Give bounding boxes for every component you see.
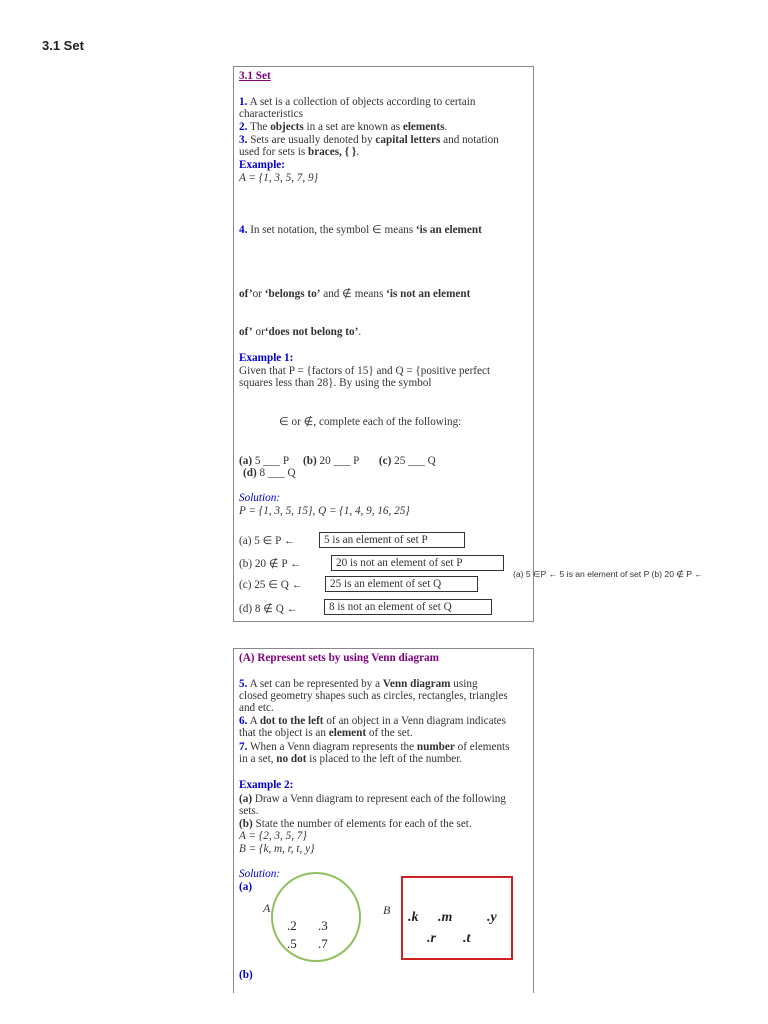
solution-row-a: (a) 5 ∈ P ← [239, 535, 295, 547]
example1-line2: squares less than 28}. By using the symbol [239, 377, 432, 389]
solution-label: Solution: [239, 492, 281, 504]
solution-row-d: (d) 8 ∉ Q ← [239, 603, 298, 615]
solution2-label: Solution: [239, 868, 281, 880]
venn-b-element: .t [463, 931, 471, 946]
example1-questions-row1: (a) 5 ___ P (b) 20 ___ P (c) 25 ___ Q [239, 455, 436, 467]
solution2-part-a: (a) [239, 881, 253, 893]
solution2-part-b: (b) [239, 969, 253, 981]
venn-b-element: .y [487, 910, 497, 925]
point-7-cont: in a set, no dot is placed to the left of the number. [239, 753, 463, 765]
venn-b-element: .k [408, 910, 419, 925]
example1-questions-row2: (d) 8 ___ Q [243, 467, 296, 479]
point-5-cont: closed geometry shapes such as circles, rectangles, triangles [239, 690, 508, 702]
point-2: 2. The objects in a set are known as elements. [239, 121, 448, 133]
point-7: 7. When a Venn diagram represents the number of elements [239, 741, 510, 753]
set-b-definition: B = {k, m, r, t, y} [239, 843, 315, 855]
example1-line1: Given that P = {factors of 15} and Q = {positive perfect [239, 365, 491, 377]
venn-b-element: .r [427, 931, 436, 946]
point-6: 6. A dot to the left of an object in a Venn diagram indicates [239, 715, 506, 727]
point-3: 3. Sets are usually denoted by capital letters and notation [239, 134, 499, 146]
page-heading: 3.1 Set [42, 38, 84, 53]
example2-label: Example 2: [239, 779, 294, 791]
set-a-definition: A = {2, 3, 5, 7} [239, 830, 307, 842]
point-4-line3: of’ or‘does not belong to’. [239, 326, 362, 338]
example-label: Example: [239, 159, 285, 171]
point-5-cont2: and etc. [239, 702, 274, 714]
point-4: 4. In set notation, the symbol ∈ means ‘is an element [239, 224, 482, 236]
venn-diagram-panel [233, 648, 534, 993]
venn-a-element: .7 [318, 936, 328, 951]
example1-line3: ∈ or ∉, complete each of the following: [279, 416, 462, 428]
solution-box-a: 5 is an element of set P [319, 532, 465, 548]
solution-sets: P = {1, 3, 5, 15}, Q = {1, 4, 9, 16, 25} [239, 505, 410, 517]
point-4-line2: of’or ‘belongs to’ and ∉ means ‘is not an element [239, 288, 471, 300]
example1-label: Example 1: [239, 352, 294, 364]
point-6-cont: that the object is an element of the set. [239, 727, 413, 739]
point-1: 1. A set is a collection of objects according to certain [239, 96, 476, 108]
example2-part-b: (b) State the number of elements for each of the set. [239, 818, 472, 830]
point-3-cont: used for sets is braces, { }. [239, 146, 360, 158]
example-set: A = {1, 3, 5, 7, 9} [239, 172, 319, 184]
solution-row-c: (c) 25 ∈ Q ← [239, 579, 303, 591]
solution-box-c: 25 is an element of set Q [325, 576, 478, 592]
point-5: 5. A set can be represented by a Venn diagram using [239, 678, 478, 690]
venn-a-element: .5 [287, 936, 297, 951]
venn-a-label: A [263, 901, 271, 915]
example2-part-a: (a) Draw a Venn diagram to represent each of the following [239, 793, 506, 805]
solution-box-b: 20 is not an element of set P [331, 555, 504, 571]
example2-part-a-cont: sets. [239, 805, 259, 817]
solution-box-d: 8 is not an element of set Q [324, 599, 492, 615]
side-note: (a) 5 ∈P ← 5 is an element of set P (b) 20 ∉ P ← [513, 569, 703, 579]
venn-a-element: .2 [287, 918, 297, 933]
venn-a-element: .3 [318, 918, 328, 933]
point-1-cont: characteristics [239, 108, 303, 120]
venn-b-label: B [383, 903, 391, 917]
venn-circle-a [271, 872, 361, 962]
set-definition-panel [233, 66, 534, 622]
panel-title: 3.1 Set [239, 70, 271, 82]
venn-b-element: .m [438, 910, 453, 925]
venn-panel-title: (A) Represent sets by using Venn diagram [239, 652, 439, 664]
solution-row-b: (b) 20 ∉ P ← [239, 558, 302, 570]
